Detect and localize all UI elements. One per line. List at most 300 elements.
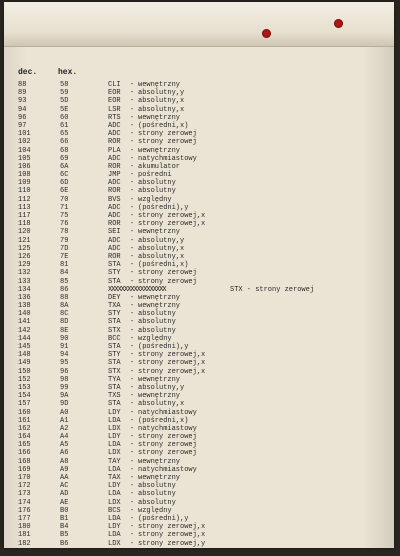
description-cell: absolutny — [138, 318, 176, 327]
mnemonic-cell: STA — [108, 343, 121, 351]
table-row — [4, 212, 394, 220]
hex-cell: 98 — [60, 375, 69, 384]
dec-cell: 157 — [18, 400, 31, 409]
hex-cell: 88 — [60, 293, 69, 302]
table-row — [4, 269, 394, 277]
dec-cell: 182 — [18, 539, 31, 548]
description-cell: względny — [138, 506, 172, 515]
description-cell: absolutny — [138, 490, 176, 499]
dash-separator: - — [130, 367, 135, 376]
dash-separator: - — [130, 465, 135, 474]
mnemonic-cell: ROR — [108, 162, 121, 171]
table-row — [4, 351, 394, 359]
dec-cell: 166 — [18, 449, 31, 458]
dec-cell: 184 — [18, 547, 31, 556]
dec-cell: 120 — [18, 228, 31, 237]
hex-cell: B4 — [60, 523, 69, 532]
description-cell: strony zerowej,y — [138, 539, 206, 548]
description-cell: strony zerowej — [138, 449, 197, 458]
dash-separator: - — [130, 383, 135, 392]
mnemonic-cell: ROR — [108, 252, 121, 261]
mnemonic-cell: TYA — [108, 375, 121, 384]
mnemonic-cell: STY — [108, 310, 121, 319]
dec-cell: 181 — [18, 531, 31, 540]
dash-separator: - — [130, 105, 135, 114]
dash-separator: - — [130, 293, 135, 302]
dec-cell: 88 — [18, 81, 27, 89]
description-cell: wewnętrzny — [138, 228, 181, 237]
mnemonic-cell: LDX — [108, 424, 121, 433]
dash-separator: - — [130, 195, 135, 204]
description-cell: wewnętrzny — [138, 457, 181, 466]
hex-cell: 94 — [60, 351, 69, 360]
hex-cell: 99 — [60, 383, 69, 392]
table-row — [4, 327, 394, 335]
table-row — [4, 97, 394, 105]
hex-cell: 7D — [60, 244, 69, 253]
description-cell: natychmiastowy — [138, 154, 197, 163]
dec-column-header: dec. — [18, 68, 38, 77]
dash-separator: - — [130, 359, 135, 368]
dash-separator: - — [130, 318, 135, 327]
hex-cell: 68 — [60, 146, 69, 155]
mnemonic-cell: DEY — [108, 293, 121, 302]
description-cell: względny — [138, 334, 172, 343]
struck-out-text: XXXXXXXXXXXXXXXXXX — [108, 285, 166, 294]
hex-cell: A9 — [60, 465, 69, 474]
dash-separator: - — [130, 539, 135, 548]
dec-cell: 105 — [18, 154, 31, 163]
hex-cell: 8A — [60, 302, 69, 311]
description-cell: absolutny,x — [138, 97, 185, 106]
dec-cell: 125 — [18, 244, 31, 253]
hex-cell: 69 — [60, 154, 69, 163]
description-cell: absolutny — [138, 187, 176, 196]
mnemonic-cell: LDY — [108, 408, 121, 417]
dec-cell: 145 — [18, 343, 31, 351]
hex-cell: AD — [60, 490, 69, 499]
hex-cell: 75 — [60, 212, 69, 220]
description-cell: (pośredni),y — [138, 203, 189, 212]
table-row — [4, 335, 394, 343]
table-row — [4, 310, 394, 318]
dash-separator: - — [130, 334, 135, 343]
description-cell: strony zerowej,x — [138, 212, 206, 220]
mnemonic-cell: CLI — [108, 81, 121, 89]
table-row — [4, 499, 394, 507]
hex-cell: A4 — [60, 433, 69, 442]
hex-cell: AC — [60, 482, 69, 491]
table-row — [4, 278, 394, 286]
dec-cell: 150 — [18, 367, 31, 376]
table-row — [4, 548, 394, 556]
table-row — [4, 138, 394, 146]
mnemonic-cell: STX — [108, 326, 121, 335]
mnemonic-cell: LDA — [108, 531, 121, 540]
dash-separator: - — [130, 113, 135, 122]
hex-cell: 90 — [60, 334, 69, 343]
dec-cell: 129 — [18, 261, 31, 270]
mnemonic-cell: LDA — [108, 441, 121, 450]
dash-separator: - — [130, 424, 135, 433]
description-cell: strony zerowej — [138, 130, 197, 139]
hex-cell: 79 — [60, 236, 69, 245]
mnemonic-cell: BVS — [108, 195, 121, 204]
dash-separator: - — [130, 498, 135, 507]
table-row — [4, 531, 394, 539]
table-row — [4, 130, 394, 138]
hex-cell: 81 — [60, 261, 69, 270]
mnemonic-cell: STA — [108, 318, 121, 327]
table-row — [4, 228, 394, 236]
hex-cell: B6 — [60, 539, 69, 548]
mnemonic-cell: ROR — [108, 187, 121, 196]
mnemonic-cell: LDX — [108, 498, 121, 507]
hex-cell: 71 — [60, 203, 69, 212]
dec-cell: 118 — [18, 220, 31, 229]
table-row — [4, 318, 394, 326]
dec-cell: 152 — [18, 375, 31, 384]
dec-cell: 173 — [18, 490, 31, 499]
dec-cell: 112 — [18, 195, 31, 204]
dash-separator: - — [130, 441, 135, 450]
hex-cell: A5 — [60, 441, 69, 450]
dash-separator: - — [130, 171, 135, 180]
hex-cell: 8E — [60, 326, 69, 335]
dash-separator: - — [130, 474, 135, 482]
hex-cell: 8D — [60, 318, 69, 327]
dec-cell: 168 — [18, 457, 31, 466]
dec-cell: 93 — [18, 97, 27, 106]
table-row — [4, 441, 394, 449]
hex-cell: 60 — [60, 113, 69, 122]
description-cell: strony zerowej,x — [138, 531, 206, 540]
mnemonic-cell: TXS — [108, 392, 121, 401]
dec-cell: 117 — [18, 212, 31, 220]
description-cell: akumulator — [138, 162, 181, 171]
hex-cell: A1 — [60, 416, 69, 425]
dash-separator: - — [130, 146, 135, 155]
dash-separator: - — [130, 408, 135, 417]
table-row — [4, 302, 394, 310]
dec-cell: 96 — [18, 113, 27, 122]
dec-cell: 144 — [18, 334, 31, 343]
dash-separator: - — [130, 433, 135, 442]
hex-cell: 70 — [60, 195, 69, 204]
description-cell: wewnętrzny — [138, 474, 181, 482]
dec-cell: 148 — [18, 351, 31, 360]
dash-separator: - — [130, 449, 135, 458]
mnemonic-cell: STY — [108, 269, 121, 278]
binder-hole-icon — [262, 29, 271, 38]
dec-cell: 161 — [18, 416, 31, 425]
dec-cell: 164 — [18, 433, 31, 442]
description-cell: (pośredni),y — [138, 343, 189, 351]
dash-separator: - — [130, 212, 135, 220]
description-cell: absolutny — [138, 482, 176, 491]
mnemonic-cell: LDA — [108, 514, 121, 523]
table-row — [4, 89, 394, 97]
description-cell: absolutny,x — [138, 105, 185, 114]
dec-cell: 104 — [18, 146, 31, 155]
description-cell: absolutny,x — [138, 244, 185, 253]
mnemonic-cell: ROR — [108, 138, 121, 147]
description-cell: względny — [138, 195, 172, 204]
dash-separator: - — [130, 310, 135, 319]
mnemonic-cell: STA — [108, 261, 121, 270]
dash-separator: - — [130, 121, 135, 130]
table-row — [4, 147, 394, 155]
table-row — [4, 114, 394, 122]
table-row — [4, 122, 394, 130]
mnemonic-cell: STY — [108, 351, 121, 360]
hex-cell: 6D — [60, 179, 69, 188]
dec-cell: 180 — [18, 523, 31, 532]
dec-cell: 177 — [18, 514, 31, 523]
description-cell: absolutny,x — [138, 252, 185, 261]
dash-separator: - — [130, 81, 135, 89]
description-cell: natychmiastowy — [138, 465, 197, 474]
hex-cell: 76 — [60, 220, 69, 229]
dash-separator: - — [130, 154, 135, 163]
mnemonic-cell: ADC — [108, 244, 121, 253]
description-cell: absolutny — [138, 310, 176, 319]
mnemonic-cell: LDA — [108, 490, 121, 499]
mnemonic-cell: LDA — [108, 416, 121, 425]
dec-cell: 138 — [18, 302, 31, 311]
dash-separator: - — [130, 162, 135, 171]
dec-cell: 97 — [18, 121, 27, 130]
hex-cell: B5 — [60, 531, 69, 540]
dec-cell: 126 — [18, 252, 31, 261]
dash-separator: - — [130, 277, 135, 286]
mnemonic-cell: LDX — [108, 449, 121, 458]
description-cell: wewnętrzny — [138, 113, 181, 122]
description-cell: strony zerowej — [138, 269, 197, 278]
table-row — [4, 294, 394, 302]
hex-cell: 85 — [60, 277, 69, 286]
description-cell: (pośredni),y — [138, 514, 189, 523]
dash-separator: - — [130, 89, 135, 98]
table-row — [4, 409, 394, 417]
dec-cell: 106 — [18, 162, 31, 171]
mnemonic-cell: STX — [108, 367, 121, 376]
description-cell: wewnętrzny — [138, 392, 181, 401]
table-row — [4, 466, 394, 474]
table-row — [4, 433, 394, 441]
table-row — [4, 376, 394, 384]
table-row — [4, 507, 394, 515]
mnemonic-cell: LSR — [108, 105, 121, 114]
dash-separator: - — [130, 220, 135, 229]
description-cell: strony zerowej,x — [138, 220, 206, 229]
description-cell: strony zerowej,x — [138, 367, 206, 376]
table-row — [4, 261, 394, 269]
hex-cell: 5D — [60, 97, 69, 106]
description-cell: absolutny — [138, 179, 176, 188]
hex-cell: 9A — [60, 392, 69, 401]
description-cell: strony zerowej — [138, 277, 197, 286]
mnemonic-cell: RTS — [108, 113, 121, 122]
dec-cell: 154 — [18, 392, 31, 401]
dash-separator: - — [130, 482, 135, 491]
dash-separator: - — [130, 269, 135, 278]
mnemonic-cell: BCC — [108, 334, 121, 343]
table-row — [4, 359, 394, 367]
dec-cell: 110 — [18, 187, 31, 196]
mnemonic-cell: STA — [108, 359, 121, 368]
table-row — [4, 417, 394, 425]
dash-separator: - — [130, 179, 135, 188]
table-row — [4, 368, 394, 376]
dash-separator: - — [130, 506, 135, 515]
dec-cell: 134 — [18, 285, 31, 294]
description-cell: wewnętrzny — [138, 375, 181, 384]
dec-cell: 149 — [18, 359, 31, 368]
table-row — [4, 237, 394, 245]
mnemonic-cell: ADC — [108, 212, 121, 220]
dash-separator: - — [130, 326, 135, 335]
description-cell: wewnętrzny — [138, 81, 181, 89]
mnemonic-cell: EOR — [108, 97, 121, 106]
mnemonic-cell: LDY — [108, 433, 121, 442]
hex-cell: 9D — [60, 400, 69, 409]
dash-separator: - — [130, 351, 135, 360]
hex-cell: 61 — [60, 121, 69, 130]
dash-separator: - — [130, 244, 135, 253]
mnemonic-cell: LDX — [108, 539, 121, 548]
table-row — [4, 163, 394, 171]
dec-cell: 176 — [18, 506, 31, 515]
mnemonic-cell: ADC — [108, 154, 121, 163]
description-cell: (pośredni,x) — [138, 121, 189, 130]
mnemonic-cell: JMP — [108, 171, 121, 180]
hex-cell: A0 — [60, 408, 69, 417]
mnemonic-cell: STA — [108, 277, 121, 286]
table-row — [4, 245, 394, 253]
mnemonic-cell: ROR — [108, 220, 121, 229]
mnemonic-cell: TXA — [108, 302, 121, 311]
dash-separator: - — [130, 547, 135, 556]
hex-cell: 6E — [60, 187, 69, 196]
description-cell: strony zerowej,x — [138, 523, 206, 532]
dash-separator: - — [130, 531, 135, 540]
table-row — [4, 179, 394, 187]
dash-separator: - — [130, 392, 135, 401]
table-row — [4, 400, 394, 408]
hex-cell: A8 — [60, 457, 69, 466]
dec-cell: 170 — [18, 474, 31, 482]
dec-cell: 153 — [18, 383, 31, 392]
dec-cell: 113 — [18, 203, 31, 212]
hex-column-header: hex. — [58, 68, 78, 77]
hex-cell: B0 — [60, 506, 69, 515]
table-row — [4, 449, 394, 457]
hex-cell: AA — [60, 474, 69, 482]
description-cell: absolutny,y — [138, 89, 185, 98]
table-row — [4, 474, 394, 482]
table-row — [4, 204, 394, 212]
dec-cell: 136 — [18, 293, 31, 302]
description-cell: strony zerowej,x — [138, 359, 206, 368]
dash-separator: - — [130, 236, 135, 245]
table-row — [4, 540, 394, 548]
dash-separator: - — [130, 457, 135, 466]
opcode-table — [4, 81, 394, 556]
description-cell: (pośredni,x) — [138, 416, 189, 425]
dash-separator: - — [130, 203, 135, 212]
mnemonic-cell: EOR — [108, 89, 121, 98]
document-page — [4, 2, 394, 556]
mnemonic-cell: ADC — [108, 236, 121, 245]
dash-separator: - — [130, 252, 135, 261]
hex-cell: 84 — [60, 269, 69, 278]
hex-cell: 7E — [60, 252, 69, 261]
mnemonic-cell: TAY — [108, 457, 121, 466]
dash-separator: - — [130, 514, 135, 523]
hex-cell: 78 — [60, 228, 69, 237]
mnemonic-cell: LDA — [108, 465, 121, 474]
mnemonic-cell: ADC — [108, 179, 121, 188]
dash-separator: - — [130, 138, 135, 147]
dash-separator: - — [130, 416, 135, 425]
table-row — [4, 425, 394, 433]
table-row — [4, 392, 394, 400]
mnemonic-cell: STA — [108, 383, 121, 392]
table-row — [4, 187, 394, 195]
dash-separator: - — [130, 97, 135, 106]
description-cell: strony zerowej,x — [138, 351, 206, 360]
hex-cell: 6A — [60, 162, 69, 171]
mnemonic-cell: ADC — [108, 203, 121, 212]
mnemonic-cell: ADC — [108, 121, 121, 130]
mnemonic-cell: CLV — [108, 547, 121, 556]
table-row — [4, 482, 394, 490]
description-cell: absolutny,y — [138, 383, 185, 392]
table-row — [4, 515, 394, 523]
dash-separator: - — [130, 261, 135, 270]
hex-cell: B1 — [60, 514, 69, 523]
description-cell: STX - strony zerowej — [230, 285, 315, 294]
dash-separator: - — [130, 343, 135, 351]
dash-separator: - — [130, 302, 135, 311]
table-row — [4, 81, 394, 89]
description-cell: strony zerowej — [138, 433, 197, 442]
table-row — [4, 253, 394, 261]
dash-separator: - — [130, 490, 135, 499]
dash-separator: - — [130, 523, 135, 532]
description-cell: natychmiastowy — [138, 408, 197, 417]
description-cell: absolutny — [138, 326, 176, 335]
hex-cell: A6 — [60, 449, 69, 458]
dec-cell: 141 — [18, 318, 31, 327]
dec-cell: 101 — [18, 130, 31, 139]
table-row — [4, 220, 394, 228]
hex-cell: 59 — [60, 89, 69, 98]
hex-cell: A2 — [60, 424, 69, 433]
mnemonic-cell: ADC — [108, 130, 121, 139]
table-row — [4, 155, 394, 163]
description-cell: absolutny — [138, 498, 176, 507]
mnemonic-cell: LDY — [108, 482, 121, 491]
dec-cell: 140 — [18, 310, 31, 319]
mnemonic-cell: TAX — [108, 474, 121, 482]
dec-cell: 165 — [18, 441, 31, 450]
dec-cell: 142 — [18, 326, 31, 335]
dec-cell: 108 — [18, 171, 31, 180]
mnemonic-cell: BCS — [108, 506, 121, 515]
table-row — [4, 171, 394, 179]
